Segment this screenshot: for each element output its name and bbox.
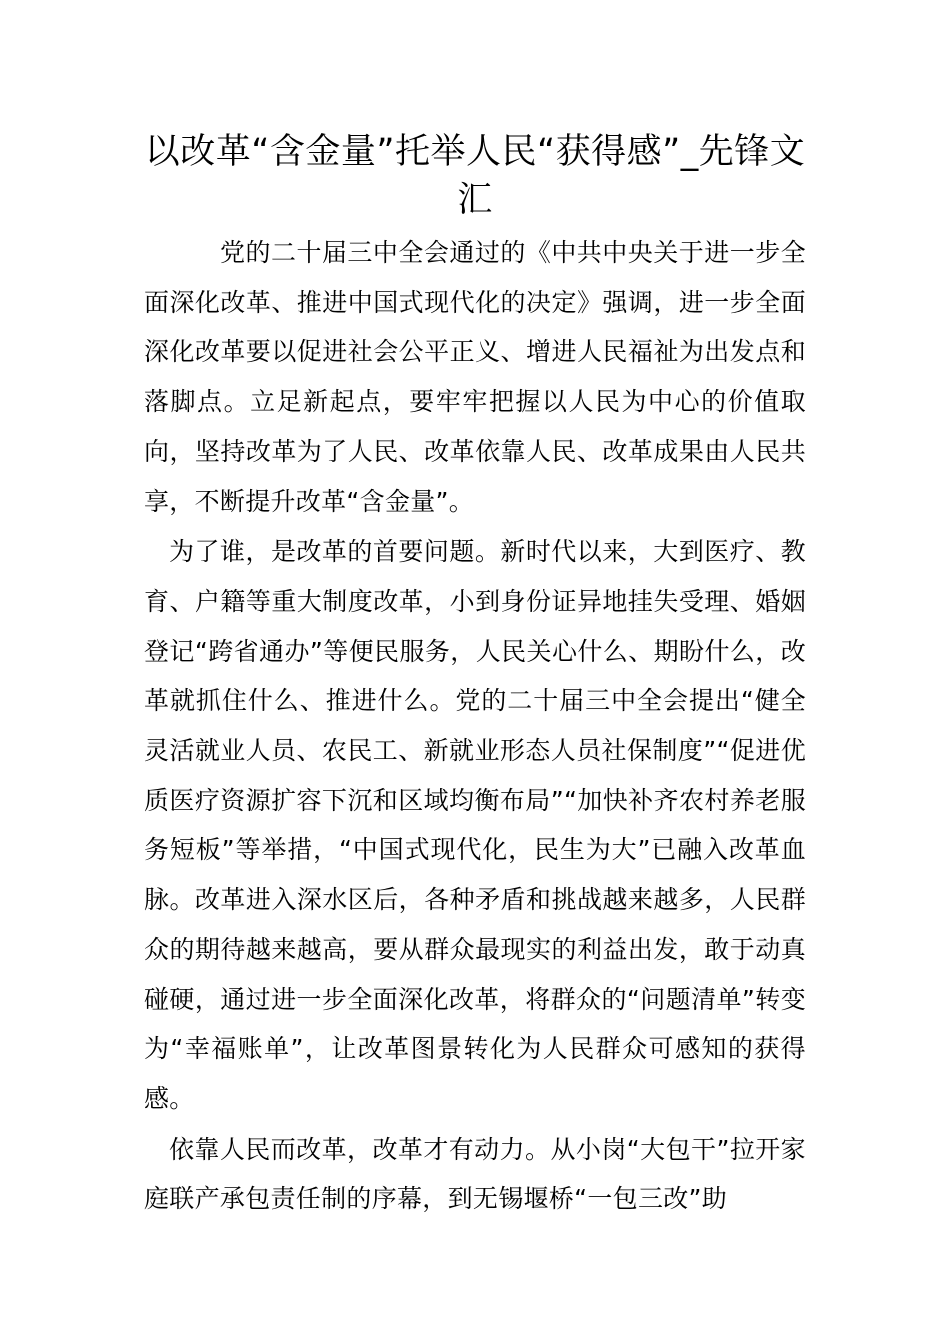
paragraph-for-whom: 为了谁，是改革的首要问题。新时代以来，大到医疗、教育、户籍等重大制度改革，小到身份证异地挂失受理、婚姻登记“跨省通办”等便民服务，人民关心什么、期盼什么，改革就抓住什么、推进什么。党的二十届三中全会提出“健全灵活就业人员、农民工、新就业形态人员社保制度”“促进优质医疗资源扩容下沉和区域均衡布局”“加快补齐农村养老服务短板”等举措，“中国式现代化，民生为大”已融入改革血脉。改革进入深水区后，各种矛盾和挑战越来越多，人民群众的期待越来越高，要从群众最现实的利益出发，敢于动真碰硬，通过进一步全面深化改革，将群众的“问题清单”转变为“幸福账单”，让改革图景转化为人民群众可感知的获得感。 xyxy=(144,537,806,1113)
document-title: 以改革“含金量”托举人民“获得感”_先锋文汇 xyxy=(144,132,806,220)
paragraph-rely-on-people: 依靠人民而改革，改革才有动力。从小岗“大包干”拉开家庭联产承包责任制的序幕，到无锡堰桥“一包三改”助 xyxy=(144,1134,806,1214)
document-body xyxy=(144,228,806,1225)
paragraph-intro: 党的二十届三中全会通过的《中共中央关于进一步全面深化改革、推进中国式现代化的决定》强调，进一步全面深化改革要以促进社会公平正义、增进人民福祉为出发点和落脚点。立足新起点，要牢牢把握以人民为中心的价值取向，坚持改革为了人民、改革依靠人民、改革成果由人民共享，不断提升改革“含金量”。 xyxy=(144,238,806,516)
